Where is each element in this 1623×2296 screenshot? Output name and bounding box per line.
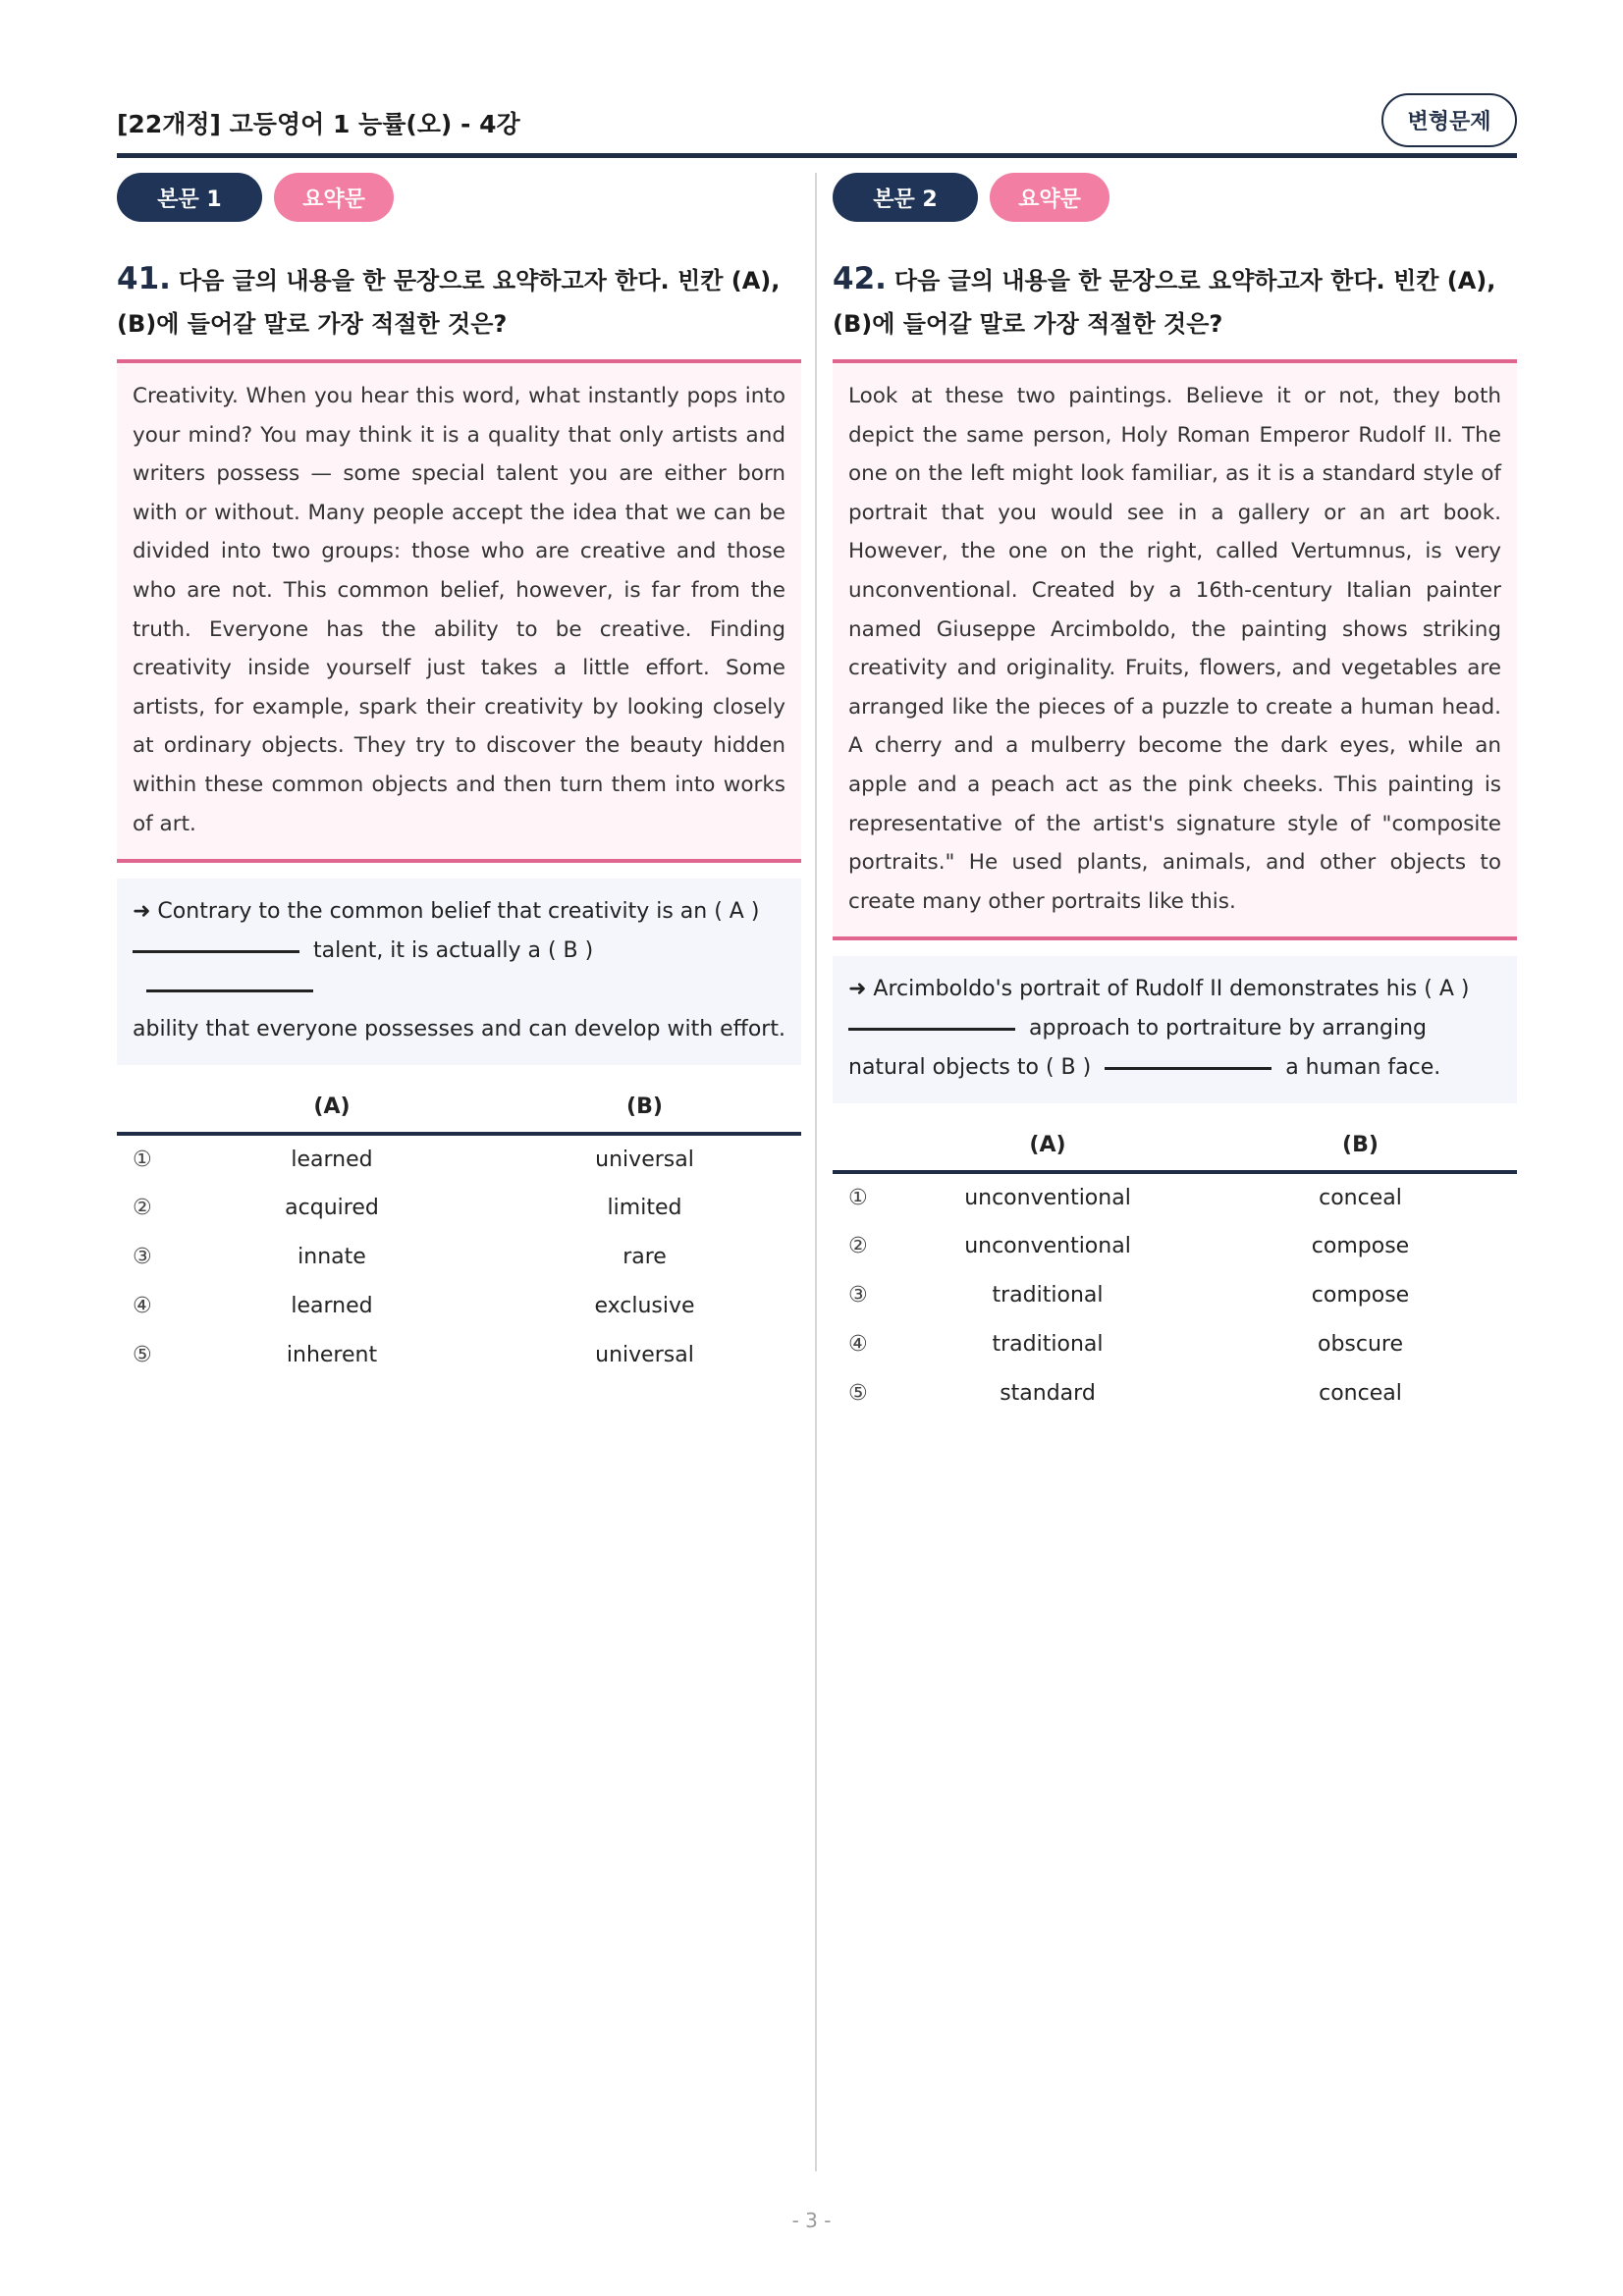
choice-row[interactable] (117, 1232, 801, 1281)
summary-text: a human face. (1285, 1055, 1441, 1081)
choice-row[interactable] (833, 1368, 1517, 1417)
choice-a: innate (298, 1244, 366, 1269)
choice-a: unconventional (964, 1233, 1131, 1258)
choice-a: inherent (286, 1342, 378, 1367)
choice-number: ⑤ (848, 1380, 868, 1406)
question-number: 42. (833, 261, 887, 296)
question-text: 다음 글의 내용을 한 문장으로 요약하고자 한다. 빈칸 (A), (B)에 들어갈 말로 가장 적절한 것은? (833, 267, 1496, 338)
choice-number: ② (133, 1195, 152, 1220)
answer-choices-table (833, 1119, 1517, 1417)
summary-tag: 요약문 (990, 173, 1109, 222)
document-title: [22개정] 고등영어 1 능률(오) - 4강 (117, 110, 520, 138)
choice-number: ① (133, 1147, 152, 1172)
passage-tag: 본문 2 (833, 173, 978, 222)
summary-box (117, 879, 801, 1065)
question-prompt (117, 257, 801, 346)
left-column (117, 173, 801, 1379)
choice-b: universal (595, 1342, 694, 1367)
choice-number: ③ (133, 1244, 152, 1269)
choice-a: traditional (992, 1282, 1104, 1308)
choice-a: acquired (285, 1195, 379, 1220)
choice-number: ② (848, 1233, 868, 1258)
page-number: - 3 - (791, 2209, 832, 2232)
passage-box: Look at these two paintings. Believe it or not, they both depict the same person, Holy Roman Emperor Rudolf II. The one on the left might look familiar, as it is a standard style of portrait that you would see in a gallery or an art book. However, the one on the right, called Vertumnus, is very unconventional. Created by a 16th-century Italian painter named Giuseppe Arcimboldo, the painting shows striking creativity and originality. Fruits, flowers, and vegetables are arranged like the pieces of a puzzle to create a human head. A cherry and a mulberry become the dark eyes, while an apple and a peach act as the pink cheeks. This painting is representative of the artist's signature style of "composite portraits." He used plants, animals, and other objects to create many other portraits like this. (833, 359, 1517, 940)
blank-b (146, 988, 313, 992)
summary-line (848, 1009, 1501, 1088)
question-text: 다음 글의 내용을 한 문장으로 요약하고자 한다. 빈칸 (A), (B)에 들어갈 말로 가장 적절한 것은? (117, 267, 781, 338)
summary-line: ➜ Arcimboldo's portrait of Rudolf II demonstrates his ( A ) (848, 977, 1470, 1002)
blank-b (1105, 1066, 1271, 1070)
summary-box (833, 956, 1517, 1103)
choice-row[interactable] (117, 1134, 801, 1183)
choice-row[interactable] (833, 1172, 1517, 1221)
choice-number: ④ (848, 1331, 868, 1357)
question-prompt (833, 257, 1517, 346)
choice-a: traditional (992, 1331, 1104, 1357)
summary-line: ➜ Contrary to the common belief that creativity is an ( A ) (133, 899, 760, 925)
choice-b: rare (622, 1244, 667, 1269)
choice-row[interactable] (117, 1281, 801, 1330)
column-header-a: (A) (892, 1119, 1204, 1172)
choice-number: ③ (848, 1282, 868, 1308)
choice-number: ① (848, 1185, 868, 1210)
column-header-b: (B) (488, 1081, 801, 1134)
passage-box: Creativity. When you hear this word, what instantly pops into your mind? You may think it is a quality that only artists and writers possess — some special talent you are either born with or without. Many people accept the idea that we can be divided into two groups: those who are creative and those who are not. This common belief, however, is far from the truth. Everyone has the ability to be creative. Finding creativity inside yourself just takes a little effort. Some artists, for example, spark their creativity by looking closely at ordinary objects. They try to discover the beauty hidden within these common objects and then turn them into works of art. (117, 359, 801, 863)
column-header-a: (A) (176, 1081, 488, 1134)
page-header (117, 93, 1517, 158)
choice-b: limited (607, 1195, 682, 1220)
summary-text: talent, it is actually a ( B ) (313, 938, 594, 964)
question-number: 41. (117, 261, 171, 296)
choice-b: compose (1311, 1282, 1410, 1308)
choice-b: compose (1311, 1233, 1410, 1258)
choice-row[interactable] (833, 1221, 1517, 1270)
choice-a: learned (291, 1293, 373, 1318)
choice-number: ⑤ (133, 1342, 152, 1367)
right-column (833, 173, 1517, 1417)
summary-line (133, 932, 785, 1010)
choice-row[interactable] (833, 1270, 1517, 1319)
choice-b: obscure (1317, 1331, 1404, 1357)
summary-line: ability that everyone possesses and can develop with effort. (133, 1017, 785, 1042)
choice-b: exclusive (594, 1293, 695, 1318)
choice-row[interactable] (117, 1330, 801, 1379)
choice-row[interactable] (833, 1319, 1517, 1368)
blank-a (133, 949, 299, 953)
choice-a: learned (291, 1147, 373, 1172)
choice-row[interactable] (117, 1183, 801, 1232)
choice-a: unconventional (964, 1185, 1131, 1210)
column-header-b: (B) (1204, 1119, 1517, 1172)
blank-a (848, 1027, 1015, 1031)
choice-b: conceal (1319, 1380, 1402, 1406)
column-divider (815, 173, 817, 2171)
summary-text: approach to portraiture by arranging natural objects to ( B ) (848, 1016, 1427, 1081)
section-tags (117, 173, 801, 222)
answer-choices-table (117, 1081, 801, 1379)
passage-tag: 본문 1 (117, 173, 262, 222)
section-tags (833, 173, 1517, 222)
variant-question-badge: 변형문제 (1381, 93, 1517, 147)
choice-b: conceal (1319, 1185, 1402, 1210)
choice-number: ④ (133, 1293, 152, 1318)
choice-a: standard (1000, 1380, 1096, 1406)
summary-tag: 요약문 (274, 173, 394, 222)
choice-b: universal (595, 1147, 694, 1172)
